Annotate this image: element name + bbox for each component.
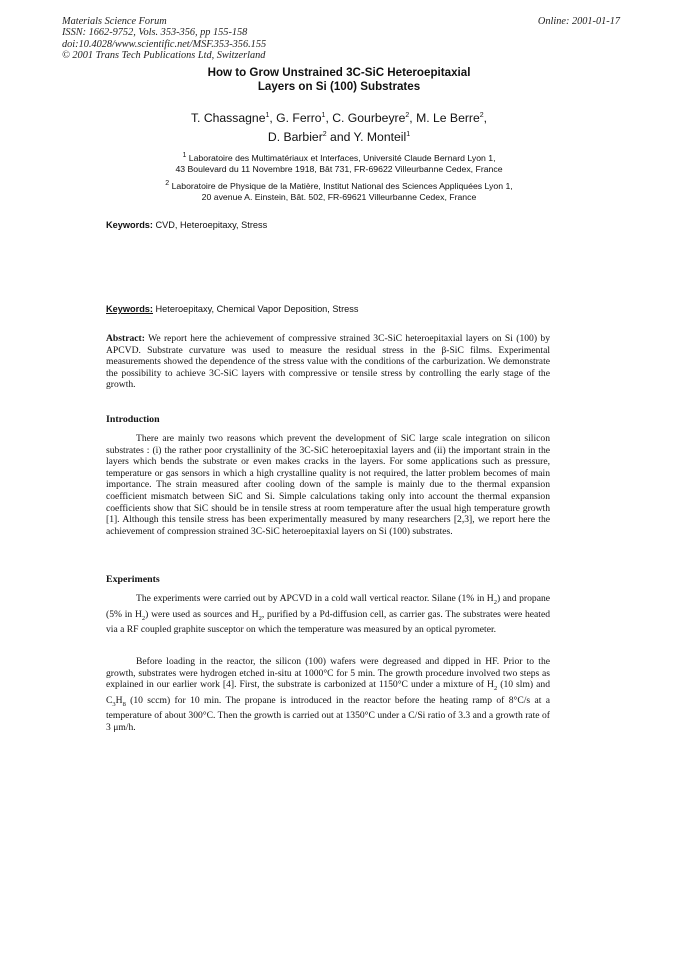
- subscript: 2: [493, 598, 497, 606]
- affiliation-1: [0, 150, 678, 175]
- subscript: 2: [493, 685, 498, 693]
- affiliation-line: Laboratoire des Multimatériaux et Interfaces, Université Claude Bernard Lyon 1,: [186, 152, 496, 163]
- author-name: , G. Ferro: [269, 111, 322, 126]
- author-name: , M. Le Berre: [409, 111, 480, 126]
- subscript: 2: [141, 614, 146, 622]
- text-run: Before loading in the reactor, the silicon (100) wafers were degreased and dipped in HF. Prior to the growth, substrates were hydrogen etched in-situ at 1000°C for 5 min. The growth procedure involved two steps as explained in our earlier work [4]. First, the substrate is carbonized at 1150°C under a mixture of H: [106, 656, 550, 691]
- issn-line: ISSN: 1662-9752, Vols. 353-356, pp 155-158: [62, 27, 248, 39]
- author-name: and Y. Monteil: [326, 129, 407, 144]
- introduction-heading: Introduction: [106, 414, 160, 425]
- author-name: T. Chassagne: [190, 111, 266, 126]
- journal-header: [62, 16, 266, 62]
- text-run: , purified by a Pd-diffusion cell, as carrier gas. The substrates were heated via a RF coupled graphite susceptor on which the temperature was measured by an optical pyrometer.: [106, 608, 551, 635]
- journal-name: Materials Science Forum: [62, 16, 167, 27]
- affiliation-mark: 1: [265, 112, 270, 119]
- copyright-line: © 2001 Trans Tech Publications Ltd, Switzerland: [62, 50, 266, 62]
- text-run: The experiments were carried out by APCVD in a cold wall vertical reactor. Silane (1% in H: [136, 593, 494, 604]
- title-line-1: How to Grow Unstrained 3C-SiC Heteroepitaxial: [207, 66, 471, 79]
- affiliation-number: 1: [182, 152, 187, 159]
- affiliation-2: [0, 178, 678, 203]
- experiments-heading: Experiments: [106, 574, 160, 585]
- author-list: [0, 108, 678, 145]
- abstract-text: We report here the achievement of compressive strained 3C-SiC heteroepitaxial layers on Si (100) by APCVD. Substrate curvature was used to measure the residual stress in the β-SiC films. Experimental measurements showed the dependence of the stress value with the conditions of the carburization. We demonstrate the possibility to achieve 3C-SiC layers with compressive or tensile stress by controlling the early stage of the growth.: [106, 333, 550, 391]
- keywords-block-1: [106, 220, 267, 230]
- author-separator: ,: [483, 111, 488, 126]
- affiliation-mark: 2: [479, 112, 484, 119]
- experiments-paragraph-1: [106, 593, 550, 636]
- affiliation-mark: 2: [405, 112, 410, 119]
- title-line-2: Layers on Si (100) Substrates: [257, 80, 421, 93]
- subscript: 2: [258, 614, 262, 622]
- keywords-block-2: [106, 304, 358, 314]
- affiliation-mark: 1: [321, 112, 326, 119]
- online-date: Online: 2001-01-17: [537, 16, 620, 27]
- affiliation-mark: 1: [406, 130, 411, 138]
- experiments-paragraph-2: [106, 656, 550, 733]
- abstract-label: Abstract:: [106, 333, 145, 344]
- text-run: H: [115, 694, 123, 706]
- subscript: 3: [112, 700, 116, 708]
- affiliation-mark: 2: [322, 130, 327, 138]
- text-run: (10 sccm) for 10 min. The propane is introduced in the reactor before the heating ramp of 8°C/s at a temperature of about 300°C. Then the growth is carried out at 1350°C under a C/Si ratio of 3.3 and a growth rate of 3 μm/h.: [106, 694, 550, 733]
- keywords-label: Keywords:: [106, 220, 153, 230]
- keywords-text: CVD, Heteroepitaxy, Stress: [152, 220, 268, 230]
- author-name: , C. Gourbeyre: [325, 111, 406, 126]
- doi-line: doi:10.4028/www.scientific.net/MSF.353-356.155: [62, 38, 267, 50]
- text-run: ) were used as sources and H: [145, 608, 259, 620]
- text-run: ) and propane (5% in H: [106, 593, 551, 620]
- affiliation-line: Laboratoire de Physique de la Matière, Institut National des Sciences Appliquées Lyon 1,: [169, 180, 513, 191]
- abstract: [106, 333, 550, 391]
- affiliation-number: 2: [165, 180, 170, 187]
- author-name: D. Barbier: [267, 129, 323, 144]
- subscript: 8: [122, 700, 126, 708]
- text-run: (10 slm) and C: [106, 679, 550, 706]
- keywords-text: Heteroepitaxy, Chemical Vapor Deposition, Stress: [152, 304, 359, 314]
- paper-title: [0, 66, 678, 94]
- affiliation-address: 43 Boulevard du 11 Novembre 1918, Bât 731, FR-69622 Villeurbanne Cedex, France: [175, 164, 503, 175]
- affiliation-address: 20 avenue A. Einstein, Bât. 502, FR-69621 Villeurbanne Cedex, France: [201, 192, 477, 203]
- keywords-label: Keywords:: [106, 304, 153, 314]
- introduction-paragraph: There are mainly two reasons which prevent the development of SiC large scale integration on silicon substrates : (i) the rather poor crystallinity of the 3C-SiC heteroepitaxial layers and (ii) the important strain in the layers which bends the substrate or even makes cracks in the layers. For some applications such as pressure, temperature or gas sensors in which a high crystalline quality is not required, the latter problem becomes of main importance. The strain measured after cooling down of the sample is mainly due to the thermal expansion coefficient mismatch between SiC and Si. Simple calculations taking only into account the thermal expansion coefficients show that SiC should be in tensile stress at room temperature after the usual high temperature growth [1]. Although this tensile stress has been experimentally measured by many researchers [2,3], we report here the achievement of compression strained 3C-SiC heteroepitaxial layers on Si (100) substrates.: [106, 433, 550, 537]
